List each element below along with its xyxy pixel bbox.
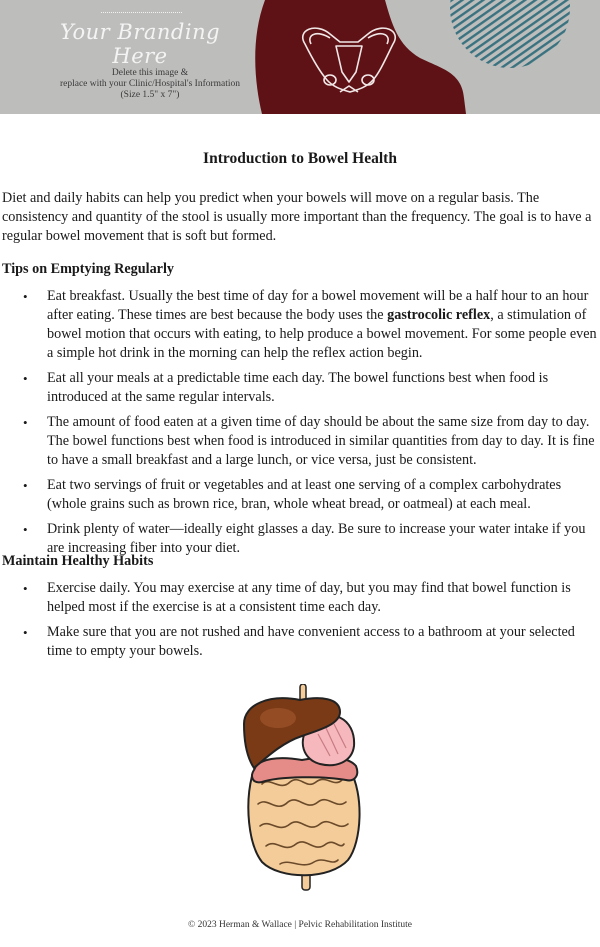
section-heading-tips: Tips on Emptying Regularly bbox=[2, 261, 174, 277]
bullet-icon: • bbox=[23, 522, 28, 537]
list-item bbox=[0, 579, 600, 617]
list-item-text: The amount of food eaten at a given time of day should be about the same size from day to day. The bowel functions best when food is introduced in similar quantities from day to day. It is fine to have a small breakfast and a large lunch, or vice versa, just be consistent. bbox=[47, 414, 595, 468]
list-item bbox=[0, 287, 600, 363]
liver-highlight bbox=[260, 708, 296, 728]
list-item-text: Eat breakfast. Usually the best time of day for a bowel movement will be a half hour to an hour after eating. These times are best because the body uses the bbox=[47, 288, 589, 323]
habits-list bbox=[0, 579, 600, 667]
list-item-text: Drink plenty of water—ideally eight glasses a day. Be sure to increase your water intake if you are increasing fiber into your diet. bbox=[47, 521, 586, 556]
bullet-icon: • bbox=[23, 371, 28, 386]
banner-rule bbox=[101, 12, 182, 13]
bullet-icon: • bbox=[23, 581, 28, 596]
list-item bbox=[0, 369, 600, 407]
list-item-text: , a stimulation of bowel motion that occurs with eating, to help produce a bowel movement. For some people even a simple hot drink in the morning can help the reflex action begin. bbox=[47, 307, 597, 361]
list-item bbox=[0, 413, 600, 470]
copyright-footer: © 2023 Herman & Wallace | Pelvic Rehabilitation Institute bbox=[188, 920, 412, 930]
striped-circle bbox=[430, 0, 590, 70]
page-title: Introduction to Bowel Health bbox=[203, 150, 397, 167]
list-item-text: Eat all your meals at a predictable time each day. The bowel functions best when food is introduced at the same regular intervals. bbox=[47, 370, 549, 405]
list-item bbox=[0, 623, 600, 661]
bullet-icon: • bbox=[23, 415, 28, 430]
list-item-text: Make sure that you are not rushed and have convenient access to a bathroom at your selected time to empty your bowels. bbox=[47, 624, 575, 659]
tips-list bbox=[0, 287, 600, 564]
branding-banner bbox=[0, 0, 600, 114]
maroon-blob bbox=[255, 0, 466, 114]
banner-instructions bbox=[30, 68, 270, 101]
intro-paragraph: Diet and daily habits can help you predict when your bowels will move on a regular basis. The consistency and quantity of the stool is usually more important than the frequency. The goal is to have a regular bowel movement that is soft but formed. bbox=[2, 190, 592, 244]
digestive-system-illustration bbox=[240, 684, 370, 894]
bullet-icon: • bbox=[23, 625, 28, 640]
list-item-text: Exercise daily. You may exercise at any time of day, but you may find that bowel function is helped most if the exercise is at a consistent time each day. bbox=[47, 580, 571, 615]
banner-instruction-line: (Size 1.5" x 7") bbox=[120, 90, 180, 100]
key-term: gastrocolic reflex bbox=[387, 307, 491, 323]
bullet-icon: • bbox=[23, 289, 28, 304]
section-heading-habits: Maintain Healthy Habits bbox=[2, 553, 154, 569]
banner-instruction-line: replace with your Clinic/Hospital's Information bbox=[59, 79, 241, 89]
branding-placeholder: Your Branding Here bbox=[59, 20, 221, 68]
banner-instruction-line: Delete this image & bbox=[111, 68, 189, 78]
list-item bbox=[0, 476, 600, 514]
small-intestine bbox=[248, 770, 359, 875]
list-item-text: Eat two servings of fruit or vegetables and at least one serving of a complex carbohydrates (whole grains such as brown rice, bran, whole wheat bread, or oatmeal) at each meal. bbox=[47, 477, 562, 512]
bullet-icon: • bbox=[23, 478, 28, 493]
